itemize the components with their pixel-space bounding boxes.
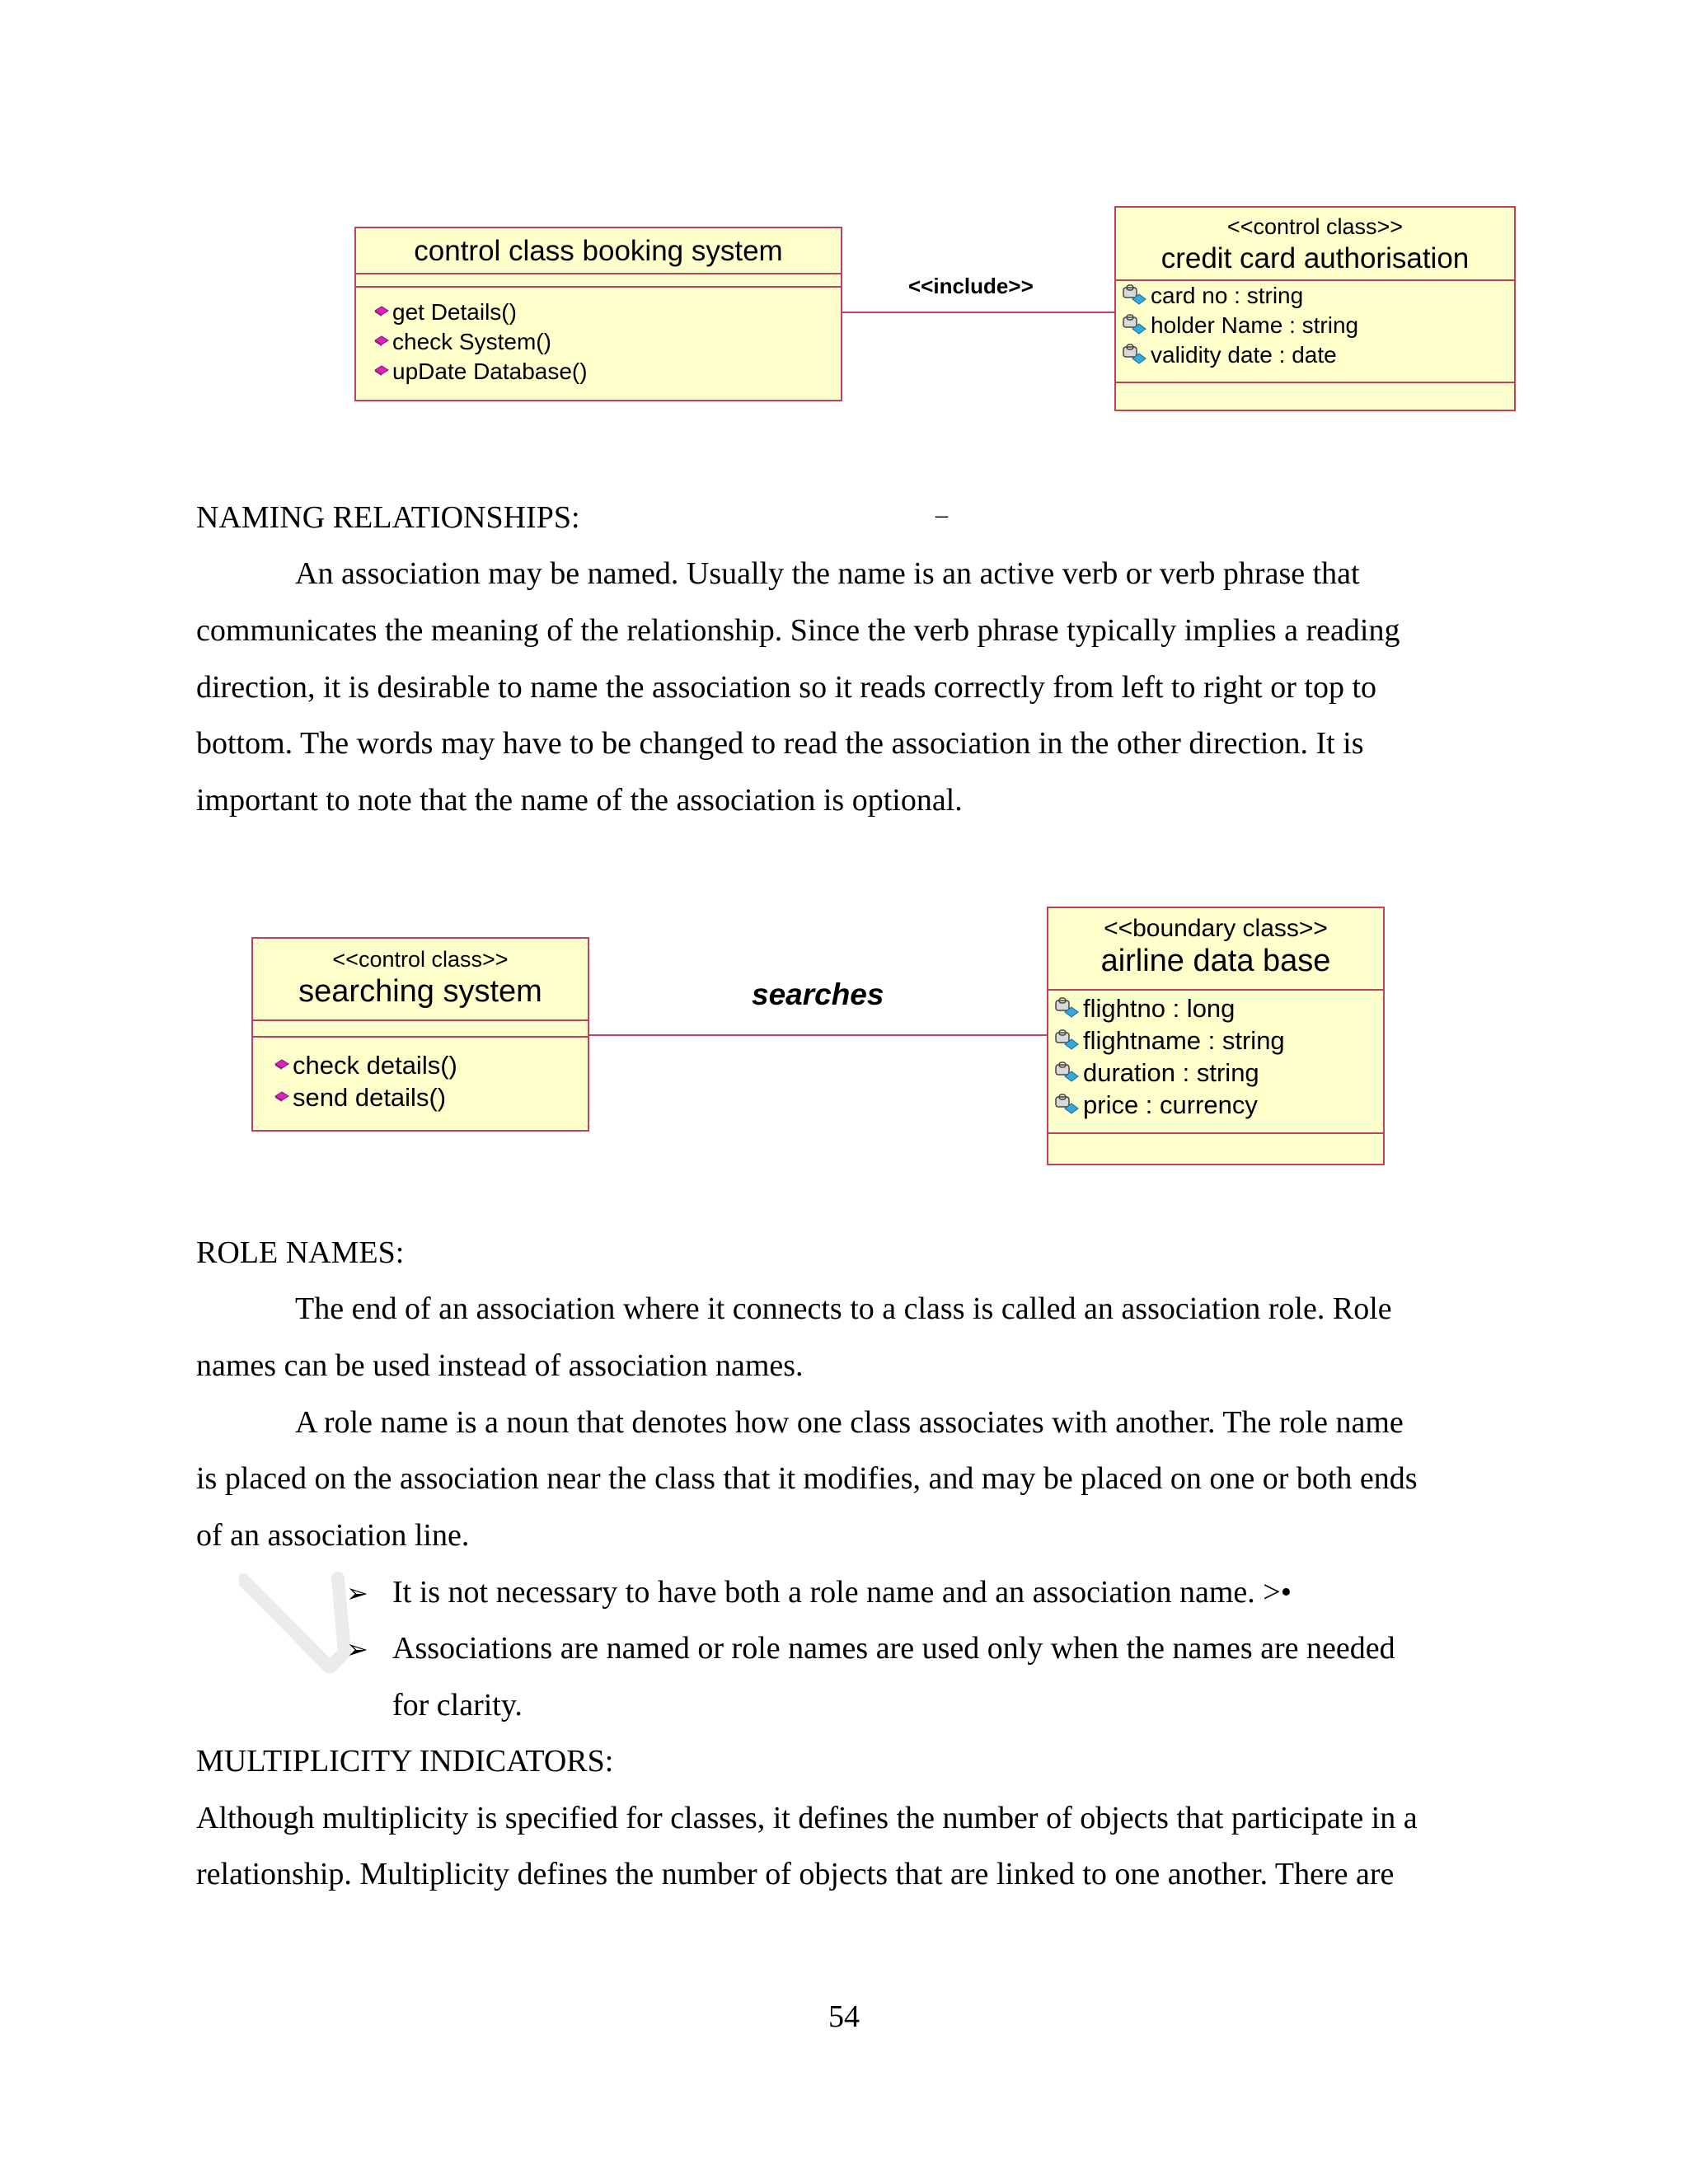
paragraph-line: An association may be named. Usually the name is an active verb or verb phrase that [295,556,1360,591]
operation-row: upDate Database() [373,357,841,387]
bullet-item: ➢ It is not necessary to have both a role name and an association name. >• [346,1573,1292,1612]
attribute-icon [1053,1029,1080,1052]
paragraph-line: Although multiplicity is specified for classes, it defines the number of objects that participate in a [196,1801,1418,1835]
paragraph-line: direction, it is desirable to name the association so it reads correctly from left to right or top to [196,670,1376,705]
operation-row: send details() [273,1081,588,1113]
class-stereotype: <<control class>> [1226,214,1404,239]
paragraph-line: is placed on the association near the class that it modifies, and may be placed on one or both ends [196,1461,1418,1496]
heading-multiplicity-indicators: MULTIPLICITY INDICATORS: [196,1744,614,1779]
attribute-icon [1053,1062,1080,1085]
paragraph-line: important to note that the name of the association is optional. [196,783,963,818]
class-stereotype: <<control class>> [332,947,509,972]
class-name: airline data base [1100,944,1331,978]
page-number: 54 [828,1999,860,2034]
operation-icon [373,363,389,380]
paragraph-line: relationship. Multiplicity defines the number of objects that are linked to one another. There are [196,1857,1395,1891]
association-label: <<include>> [908,274,1034,298]
attribute-row: flightno : long [1053,992,1383,1024]
operation-row: check System() [373,327,841,357]
operations-compartment [356,288,841,387]
operation-icon [373,304,389,321]
operation-row: get Details() [373,298,841,327]
bullet-continuation: for clarity. [392,1688,523,1722]
paragraph-line: names can be used instead of association names. [196,1348,804,1383]
association-line [842,312,1114,313]
paragraph-line: A role name is a noun that denotes how one class associates with another. The role name [295,1405,1404,1440]
attribute-row: duration : string [1053,1057,1383,1089]
operation-row: check details() [273,1049,588,1081]
watermark-check-icon [239,1570,354,1677]
attribute-icon [1053,997,1080,1020]
bullet-item: ➢ Associations are named or role names are used only when the names are needed [346,1629,1395,1668]
attribute-icon [1053,1094,1080,1117]
attribute-row: card no : string [1121,281,1514,311]
stray-mark: _ [935,493,948,520]
operations-compartment [253,1038,588,1113]
class-searching-system [251,937,589,1132]
attribute-icon [1121,344,1147,367]
class-name: credit card authorisation [1160,242,1470,274]
attributes-compartment [253,1021,588,1038]
attributes-compartment [1116,281,1514,383]
operation-icon [273,1090,289,1106]
paragraph-line: communicates the meaning of the relationship. Since the verb phrase typically implies a reading [196,613,1400,648]
attribute-icon [1121,284,1147,307]
attribute-row: holder Name : string [1121,311,1514,340]
arrowhead-bullet-icon: ➢ [346,1577,368,1609]
association-line [589,1034,1047,1036]
heading-role-names: ROLE NAMES: [196,1235,405,1270]
class-credit-card-authorisation [1114,206,1516,411]
attributes-compartment [356,274,841,288]
association-label: searches [752,977,884,1011]
class-name: searching system [298,974,542,1009]
class-name: control class booking system [414,235,783,267]
attribute-icon [1121,314,1147,337]
operation-icon [273,1057,289,1074]
heading-naming-relationships: NAMING RELATIONSHIPS: [196,500,580,535]
class-control-booking-system [354,227,842,401]
attribute-row: price : currency [1053,1089,1383,1121]
class-airline-data-base [1047,907,1385,1165]
attribute-row: validity date : date [1121,340,1514,370]
class-stereotype: <<boundary class>> [1104,915,1328,942]
arrowhead-bullet-icon: ➢ [346,1633,368,1665]
operation-icon [373,334,389,350]
paragraph-line: The end of an association where it connects to a class is called an association role. Role [295,1291,1392,1326]
paragraph-line: bottom. The words may have to be changed to read the association in the other direction. It is [196,726,1364,761]
attribute-row: flightname : string [1053,1024,1383,1057]
paragraph-line: of an association line. [196,1518,470,1553]
attributes-compartment [1048,991,1383,1134]
